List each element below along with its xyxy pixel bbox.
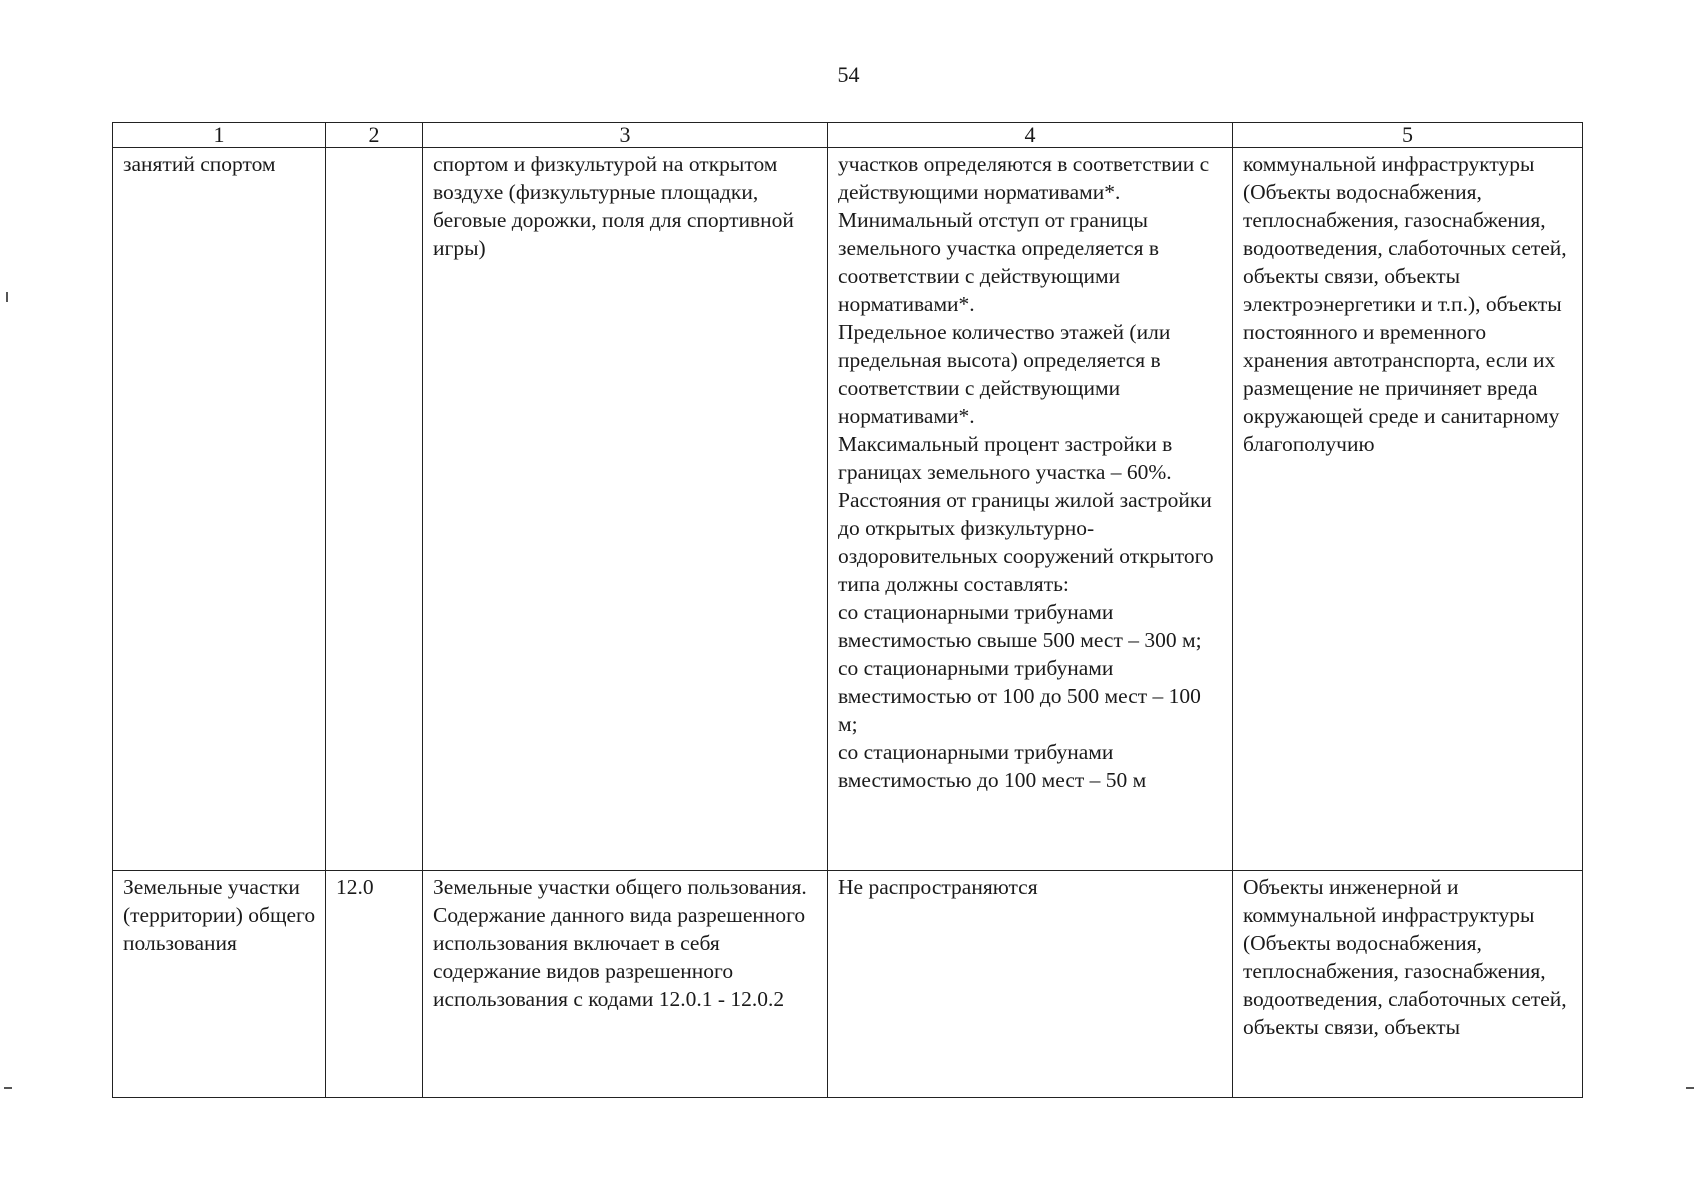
cell-paragraph: занятий спортом bbox=[123, 152, 276, 176]
margin-mark bbox=[1686, 1087, 1694, 1089]
table-row bbox=[113, 871, 1583, 1098]
cell-paragraph: 12.0 bbox=[336, 875, 374, 899]
table-cell-2 bbox=[326, 148, 423, 871]
cell-paragraph: спортом и физкультурой на открытом воздухе (физкультурные площадки, беговые дорожки, поля для спортивной игры) bbox=[433, 152, 794, 260]
column-header: 3 bbox=[423, 123, 828, 148]
cell-paragraph: Предельное количество этажей (или предельная высота) определяется в соответствии с действующими нормативами*. bbox=[838, 320, 1171, 428]
cell-paragraph: со стационарными трибунами вместимостью от 100 до 500 мест – 100 м; bbox=[838, 656, 1201, 736]
cell-paragraph: Земельные участки (территории) общего пользования bbox=[123, 875, 316, 955]
column-header: 4 bbox=[828, 123, 1233, 148]
table-cell-1 bbox=[113, 871, 326, 1098]
table-cell-5 bbox=[1233, 871, 1583, 1098]
table-row bbox=[113, 148, 1583, 871]
land-use-table bbox=[112, 122, 1583, 1098]
table-cell-5 bbox=[1233, 148, 1583, 871]
cell-paragraph: участков определяются в соответствии с действующими нормативами*. bbox=[838, 152, 1210, 204]
table-cell-3 bbox=[423, 148, 828, 871]
table-cell-2 bbox=[326, 871, 423, 1098]
cell-paragraph: коммунальной инфраструктуры (Объекты водоснабжения, теплоснабжения, газоснабжения, водоотведения, слаботочных сетей, объекты связи, объекты электроэнергетики и т.п.), объекты постоянного и временного хранения автотранспорта, если их размещение не причиняет вреда окружающей среде и санитарному благополучию bbox=[1243, 152, 1567, 456]
table-cell-4 bbox=[828, 871, 1233, 1098]
header-row bbox=[113, 123, 1583, 148]
cell-paragraph: Минимальный отступ от границы земельного участка определяется в соответствии с действующими нормативами*. bbox=[838, 208, 1159, 316]
table-cell-4 bbox=[828, 148, 1233, 871]
cell-paragraph: со стационарными трибунами вместимостью свыше 500 мест – 300 м; bbox=[838, 600, 1202, 652]
column-header: 2 bbox=[326, 123, 423, 148]
cell-paragraph: Не распространяются bbox=[838, 875, 1038, 899]
table-cell-1 bbox=[113, 148, 326, 871]
cell-paragraph: Земельные участки общего пользования. Содержание данного вида разрешенного использования включает в себя содержание видов разрешенного использования с кодами 12.0.1 - 12.0.2 bbox=[433, 875, 807, 1011]
column-header: 5 bbox=[1233, 123, 1583, 148]
table-cell-3 bbox=[423, 871, 828, 1098]
cell-paragraph: Объекты инженерной и коммунальной инфраструктуры (Объекты водоснабжения, теплоснабжения, газоснабжения, водоотведения, слаботочных сетей, объекты связи, объекты bbox=[1243, 875, 1567, 1039]
page-number: 54 bbox=[837, 62, 860, 87]
margin-mark bbox=[4, 1087, 12, 1089]
cell-paragraph: со стационарными трибунами вместимостью до 100 мест – 50 м bbox=[838, 740, 1147, 792]
column-header: 1 bbox=[113, 123, 326, 148]
cell-paragraph: Расстояния от границы жилой застройки до открытых физкультурно-оздоровительных сооружений открытого типа должны составлять: bbox=[838, 488, 1214, 596]
margin-mark bbox=[6, 292, 8, 302]
cell-paragraph: Максимальный процент застройки в границах земельного участка – 60%. bbox=[838, 432, 1173, 484]
